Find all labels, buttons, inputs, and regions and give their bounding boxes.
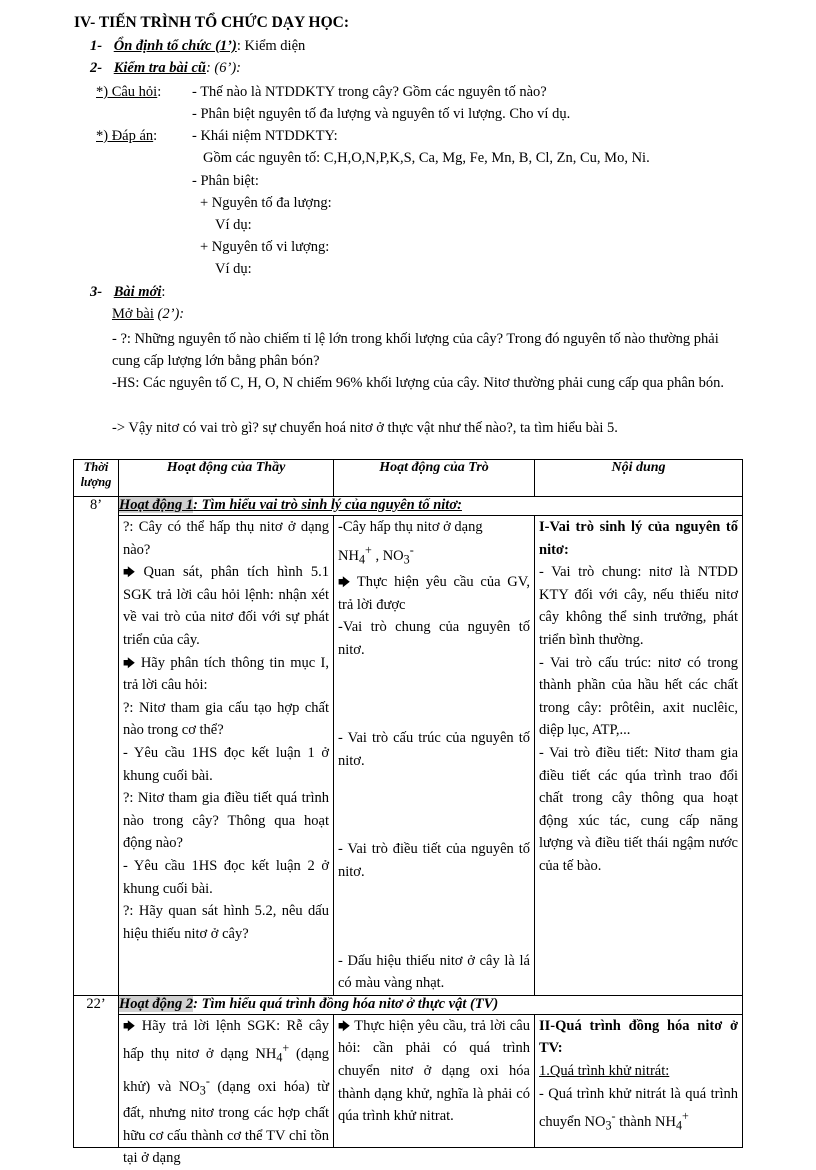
content-regulatory-role: - Vai trò điều tiết: Nitơ tham gia điều tiết các qúa trình trao đổi chất trong cây thông qua hoạt động xúc tác, cung cấp năng lượng và điều tiết thái ngậm nước của tế bào. [539, 744, 738, 874]
question-line-1: - Thế nào là NTDDKTY trong cây? Gồm các nguyên tố nào? [192, 84, 547, 100]
teacher-task3: - Yêu cầu 1HS đọc kết luận 1 ở khung cuối bài. [123, 744, 329, 784]
item-1-number: 1- [90, 38, 103, 54]
intro-student-answer: -HS: Các nguyên tố C, H, O, N chiếm 96% khối lượng của cây. Nitơ thường phải cung cấp qua phân bón. [112, 375, 725, 391]
activity-2-title: Hoạt động 2: Tìm hiểu quá trình đồng hóa nitơ ở thực vật (TV) [119, 995, 743, 1014]
item-2-label: Kiểm tra bài cũ [113, 60, 206, 76]
arrow-icon: 🡆 [338, 1018, 351, 1033]
content-title-2: II-Quá trình đồng hóa nitơ ở TV: [539, 1017, 738, 1057]
arrow-icon: 🡆 [123, 565, 136, 580]
content-nitrate-reduction: - Quá trình khử nitrát là quá trình chuyển $NO_3^-$ thành $NH_4^+$ [539, 1085, 738, 1133]
item-3-text: : [161, 284, 166, 300]
answer-line-1: - Khái niệm NTDDKTY: [192, 128, 338, 144]
answer-label: *) Đáp án: [96, 128, 158, 144]
teacher-q1: ?: Cây có thể hấp thụ nitơ ở dạng nào? [123, 519, 329, 558]
header-teacher: Hoạt động của Thầy [119, 460, 334, 497]
student-answer-2: 🡆 Thực hiện yêu cầu của GV, trả lời được [338, 573, 530, 613]
activity-1-content [535, 516, 743, 996]
content-structural-role: - Vai trò cấu trúc: nitơ có trong thành phần của hầu hết các chất trong cây: prôtêin, axit nuclêic, diệp lục, ATP,... [539, 654, 738, 739]
activity-1-teacher [119, 516, 334, 996]
content-title-1: I-Vai trò sinh lý của nguyên tố nitơ: [539, 519, 738, 558]
activity-2-time: 22’ [74, 995, 119, 1147]
content-subtitle-2: 1.Quá trình khử nitrát: [539, 1063, 670, 1080]
item-3-number: 3- [90, 284, 103, 300]
answer-line-5: Ví dụ: [215, 217, 252, 233]
intro-conclusion: -> Vậy nitơ có vai trò gì? sự chuyển hoá nitơ ở thực vật như thế nào?, ta tìm hiểu bài 5. [112, 420, 618, 436]
teacher-q4: ?: Hãy quan sát hình 5.2, nêu dấu hiệu thiếu nitơ ở cây? [123, 903, 329, 942]
item-1-label: Ổn định tổ chức (1’) [113, 38, 237, 54]
answer-line-4: + Nguyên tố đa lượng: [200, 195, 332, 211]
activity-2-row [74, 995, 743, 1014]
teacher-task2: 🡆 Hãy phân tích thông tin mục I, trả lời câu hỏi: [123, 654, 330, 694]
student-answer-5: - Vai trò điều tiết của nguyên tố nitơ. [338, 841, 530, 881]
activity-1-title: Hoạt động 1: Tìm hiểu vai trò sinh lý của nguyên tố nitơ: [119, 497, 743, 516]
item-2-number: 2- [90, 60, 103, 76]
question-line-2: - Phân biệt nguyên tố đa lượng và nguyên tố vi lượng. Cho ví dụ. [192, 106, 571, 122]
section-title: IV- TIẾN TRÌNH TỔ CHỨC DẠY HỌC: [74, 14, 350, 31]
item-3-label: Bài mới [113, 284, 162, 300]
table-header-row [74, 460, 743, 497]
student-answer-3: -Vai trò chung của nguyên tố nitơ. [338, 619, 530, 658]
teacher-q2: ?: Nitơ tham gia cấu tạo hợp chất nào trong cơ thể? [123, 699, 329, 739]
student-answer-6: - Dấu hiệu thiếu nitơ ở cây là lá có màu vàng nhạt. [338, 952, 530, 992]
header-time: Thời lượng [74, 460, 119, 497]
teacher-task4: - Yêu cầu 1HS đọc kết luận 2 ở khung cuối bài. [123, 857, 329, 897]
activity-2-body [74, 1014, 743, 1147]
arrow-icon: 🡆 [123, 655, 136, 670]
intro-label: Mở bài [112, 306, 154, 322]
arrow-icon: 🡆 [338, 574, 351, 589]
answer-line-2: Gồm các nguyên tố: C,H,O,N,P,K,S, Ca, Mg, Fe, Mn, B, Cl, Zn, Cu, Mo, Ni. [203, 150, 650, 166]
item-2-text: : (6’): [205, 60, 241, 76]
activity-1-student [334, 516, 535, 996]
item-1-text: : Kiểm diện [236, 38, 306, 54]
teacher-task1: 🡆 Quan sát, phân tích hình 5.1 SGK trả lời câu hỏi lệnh: nhận xét về vai trò của nitơ đối với sự phát triển của cây. [123, 564, 329, 648]
question-label: *) Câu hỏi: [96, 84, 162, 100]
arrow-icon: 🡆 [123, 1018, 136, 1033]
answer-line-6: + Nguyên tố vi lượng: [200, 239, 330, 255]
intro-time: (2’): [157, 306, 185, 322]
answer-line-3: - Phân biệt: [192, 173, 259, 189]
header-content: Nội dung [535, 460, 743, 497]
activity-1-row [74, 497, 743, 516]
activity-2-student: 🡆 Thực hiện yêu cầu, trả lời câu hỏi: cần phải có quá trình chuyển nitơ ở dạng oxi hóa thành dạng khử, nghĩa là phải có qúa trình khử nitrat. [334, 1014, 535, 1147]
intro-heading [112, 306, 184, 323]
item-2 [90, 60, 241, 77]
activity-1-body [74, 516, 743, 996]
header-student: Hoạt động của Trò [334, 460, 535, 497]
item-1 [90, 38, 305, 55]
student-answer-1: -Cây hấp thụ nitơ ở dạng $NH_4^+$ , $NO_3^-$ [338, 519, 483, 567]
activity-2-content [535, 1014, 743, 1147]
intro-question: - ?: Những nguyên tố nào chiếm tỉ lệ lớn trong khối lượng của cây? Trong đó nguyên tố nào thường phải cung cấp lượng lớn bằng phân bón? [112, 331, 719, 369]
answer-line-7: Ví dụ: [215, 261, 252, 277]
lesson-table [73, 459, 743, 1167]
activity-1-time: 8’ [74, 497, 119, 996]
teacher-q3: ?: Nitơ tham gia điều tiết quá trình nào trong cây? Thông qua hoạt động nào? [123, 790, 329, 852]
student-answer-4: - Vai trò cấu trúc của nguyên tố nitơ. [338, 730, 530, 769]
content-general-role: - Vai trò chung: nitơ là NTDD KTY đối với cây, nếu thiếu nitơ cây không thể sinh trưởng, phát triển bình thường. [539, 564, 738, 648]
activity-2-teacher: 🡆 Hãy trả lời lệnh SGK: Rễ cây hấp thụ nitơ ở dạng $NH_4^+$ (dạng khử) và $NO_3^-$ (dạng oxi hóa) từ đất, nhưng nitơ trong các hợp chất hữu cơ cấu thành cơ thể TV chỉ tồn tại ở dạng [119, 1014, 334, 1147]
item-3 [90, 284, 165, 301]
